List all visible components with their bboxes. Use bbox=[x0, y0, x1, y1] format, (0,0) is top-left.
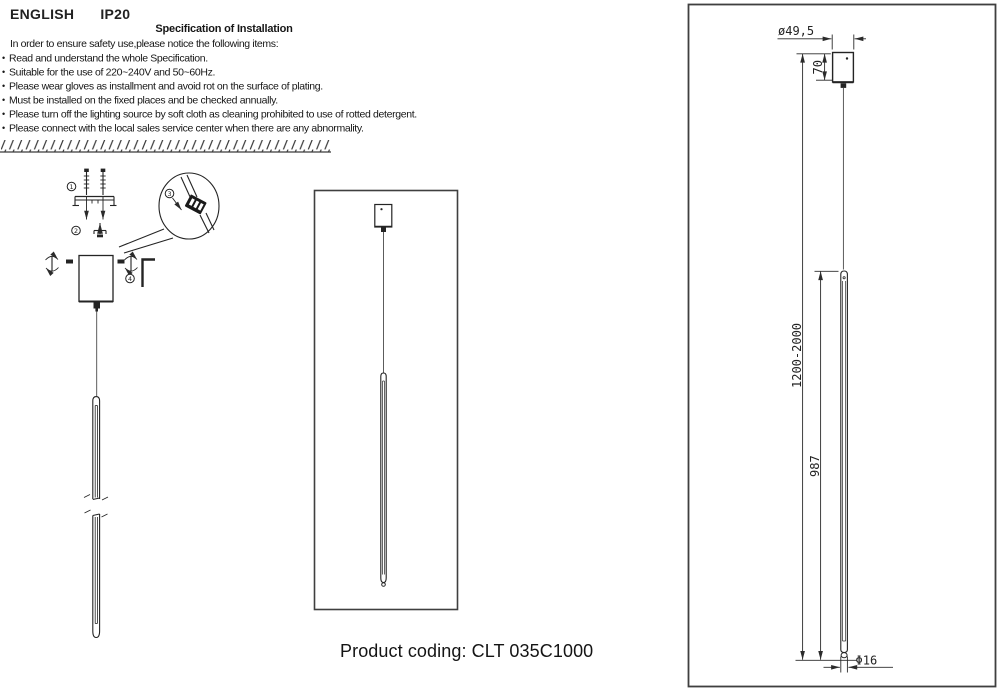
ceiling-canopy-diagram bbox=[46, 256, 156, 302]
dim-fixture-length: 987 bbox=[807, 455, 822, 477]
dim-tube-diameter: Φ16 bbox=[855, 653, 878, 668]
turn-arrow-icon bbox=[125, 256, 138, 271]
expansion-bolts bbox=[84, 169, 106, 195]
ceiling-hatch bbox=[0, 140, 331, 152]
dim-canopy-height: 70 bbox=[810, 60, 825, 75]
step-3-number: 3 bbox=[167, 189, 172, 198]
step-2-number: 2 bbox=[73, 226, 79, 235]
spec-item-text: Must be installed on the fixed places and be checked annually. bbox=[9, 94, 278, 107]
ip-rating-label: IP20 bbox=[100, 6, 131, 22]
canopy bbox=[833, 53, 854, 88]
bullet-icon: • bbox=[2, 123, 5, 134]
spec-item-text: Please wear gloves as installment and avoid rot on the surface of plating. bbox=[9, 80, 323, 93]
mounting-bracket bbox=[73, 197, 117, 206]
bullet-icon: • bbox=[2, 94, 5, 105]
product-coding-label: Product coding: CLT 035C1000 bbox=[340, 641, 594, 661]
dimension-drawing bbox=[689, 5, 996, 687]
language-label: ENGLISH bbox=[10, 6, 75, 22]
wiring-detail-balloon bbox=[119, 173, 219, 253]
bullet-icon: • bbox=[2, 108, 5, 119]
canopy bbox=[375, 205, 392, 228]
framed-product-view bbox=[315, 191, 458, 610]
dim-canopy-diameter: ø49,5 bbox=[778, 24, 815, 38]
spec-item-text: Please connect with the local sales service center when there are any abnormality. bbox=[9, 122, 364, 135]
turn-arrow-icon bbox=[46, 256, 59, 271]
light-tube bbox=[841, 271, 848, 658]
bullet-icon: • bbox=[2, 80, 5, 91]
spec-item-text: Suitable for the use of 220~240V and 50~60Hz. bbox=[9, 66, 216, 79]
dim-suspension-range: 1200-2000 bbox=[789, 322, 804, 388]
bullet-icon: • bbox=[2, 52, 5, 63]
assembled-pendant bbox=[84, 303, 108, 638]
bullet-icon: • bbox=[2, 66, 5, 77]
fixing-screw bbox=[94, 223, 106, 237]
spec-item-text: Please turn off the lighting source by soft cloth as cleaning prohibited to use of rotted detergent. bbox=[9, 108, 417, 121]
spec-intro: In order to ensure safety use,please notice the following items: bbox=[10, 38, 279, 50]
allen-key-icon bbox=[143, 260, 156, 288]
spec-item-text: Read and understand the whole Specification. bbox=[9, 52, 208, 65]
spec-title: Specification of Installation bbox=[155, 23, 293, 35]
step-1-number: 1 bbox=[69, 182, 74, 191]
installation-diagram bbox=[46, 169, 220, 638]
step-4-number: 4 bbox=[127, 274, 133, 283]
light-tube bbox=[381, 373, 386, 586]
drawing-border bbox=[689, 5, 996, 687]
